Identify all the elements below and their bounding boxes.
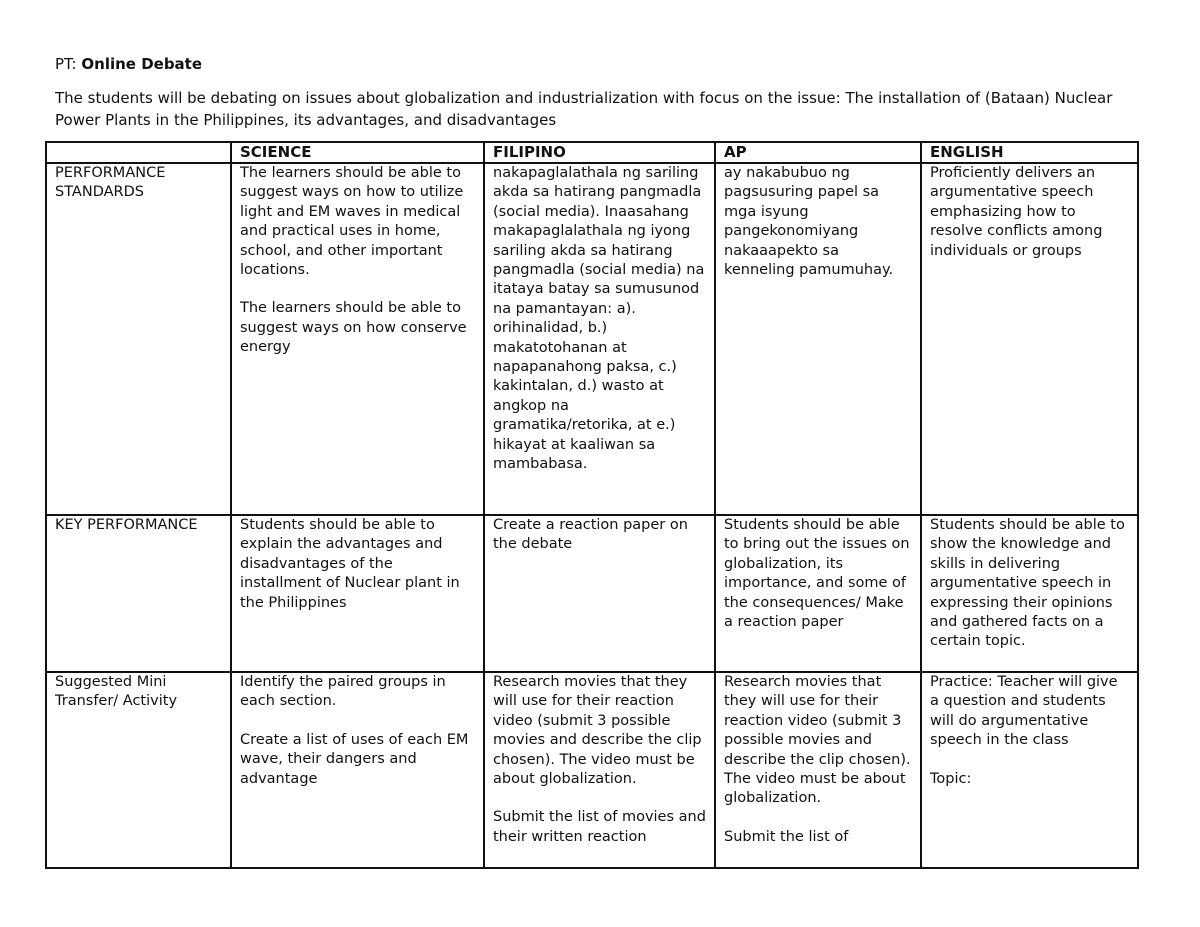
cell-english — [921, 672, 1138, 868]
cell-paragraph: Topic: — [930, 770, 972, 787]
cell-paragraph: Identify the paired groups in each section. — [240, 674, 446, 710]
intro-paragraph: The students will be debating on issues about globalization and industrialization with focus on the issue: The installation of (Bataan) Nuclear Power Plants in the Philippines, its advantages, and disadvantages — [55, 89, 1113, 129]
cell-ap — [715, 163, 921, 515]
cell-filipino — [484, 163, 715, 515]
pt-heading — [55, 54, 202, 74]
rubric-table — [45, 141, 1139, 869]
header-cell-filipino: FILIPINO — [484, 142, 715, 163]
table-row-performance-standards — [46, 163, 1138, 515]
cell-science — [231, 515, 484, 672]
cell-paragraph: Research movies that they will use for their reaction video (submit 3 possible movies and describe the clip chosen). The video must be about globalization. — [724, 674, 911, 807]
header-cell-science: SCIENCE — [231, 142, 484, 163]
cell-ap — [715, 672, 921, 868]
cell-english — [921, 515, 1138, 672]
pt-title: Online Debate — [81, 55, 203, 73]
cell-paragraph: Submit the list of movies and their written reaction — [493, 809, 706, 845]
row-label — [46, 515, 231, 672]
cell-english — [921, 163, 1138, 515]
cell-paragraph: Proficiently delivers an argumentative speech emphasizing how to resolve conflicts among individuals or groups — [930, 165, 1103, 259]
row-label-text: Suggested Mini Transfer/ Activity — [55, 674, 178, 710]
cell-filipino — [484, 515, 715, 672]
row-label — [46, 163, 231, 515]
row-label-text: KEY PERFORMANCE — [55, 517, 198, 533]
cell-paragraph: The learners should be able to suggest ways on how to utilize light and EM waves in medical and practical uses in home, school, and other important locations. — [240, 165, 464, 279]
row-label — [46, 672, 231, 868]
row-label-text: PERFORMANCE STANDARDS — [55, 165, 166, 201]
header-cell-ap: AP — [715, 142, 921, 163]
table-row-mini-transfer — [46, 672, 1138, 868]
table-row-key-performance — [46, 515, 1138, 672]
cell-paragraph: Create a list of uses of each EM wave, their dangers and advantage — [240, 731, 469, 787]
cell-filipino — [484, 672, 715, 868]
cell-paragraph: Students should be able to show the knowledge and skills in delivering argumentative speech in expressing their opinions and gathered facts on a certain topic. — [930, 517, 1125, 650]
cell-ap — [715, 515, 921, 672]
cell-paragraph: nakapaglalathala ng sariling akda sa hatirang pangmadla (social media). Inaasahang makapaglalathala ng iyong sariling akda sa hatirang pangmadla (social media) na itataya batay sa sumusunod na pamantayan: a). orihinalidad, b.) makatotohanan at napapanahong paksa, c.) kakintalan, d.) wasto at angkop na gramatika/retorika, at e.) hikayat at kaaliwan sa mambabasa. — [493, 165, 705, 473]
cell-paragraph: Research movies that they will use for their reaction video (submit 3 possible movies and describe the clip chosen). The video must be about globalization. — [493, 674, 702, 788]
cell-paragraph: The learners should be able to suggest ways on how conserve energy — [240, 300, 467, 356]
cell-science — [231, 163, 484, 515]
header-cell-english: ENGLISH — [921, 142, 1138, 163]
header-cell-blank — [46, 142, 231, 163]
cell-paragraph: Students should be able to bring out the issues on globalization, its importance, and some of the consequences/ Make a reaction paper — [724, 517, 910, 631]
cell-paragraph: Students should be able to explain the advantages and disadvantages of the installment of Nuclear plant in the Philippines — [240, 517, 460, 611]
cell-paragraph: Submit the list of — [724, 828, 849, 845]
cell-paragraph: Create a reaction paper on the debate — [493, 517, 688, 553]
cell-paragraph: ay nakabubuo ng pagsusuring papel sa mga isyung pangekonomiyang nakaaapekto sa kenneling pamumuhay. — [724, 165, 894, 279]
cell-paragraph: Practice: Teacher will give a question and students will do argumentative speech in the class — [930, 674, 1118, 749]
pt-prefix: PT: — [55, 55, 77, 73]
cell-science — [231, 672, 484, 868]
table-header-row — [46, 142, 1138, 163]
